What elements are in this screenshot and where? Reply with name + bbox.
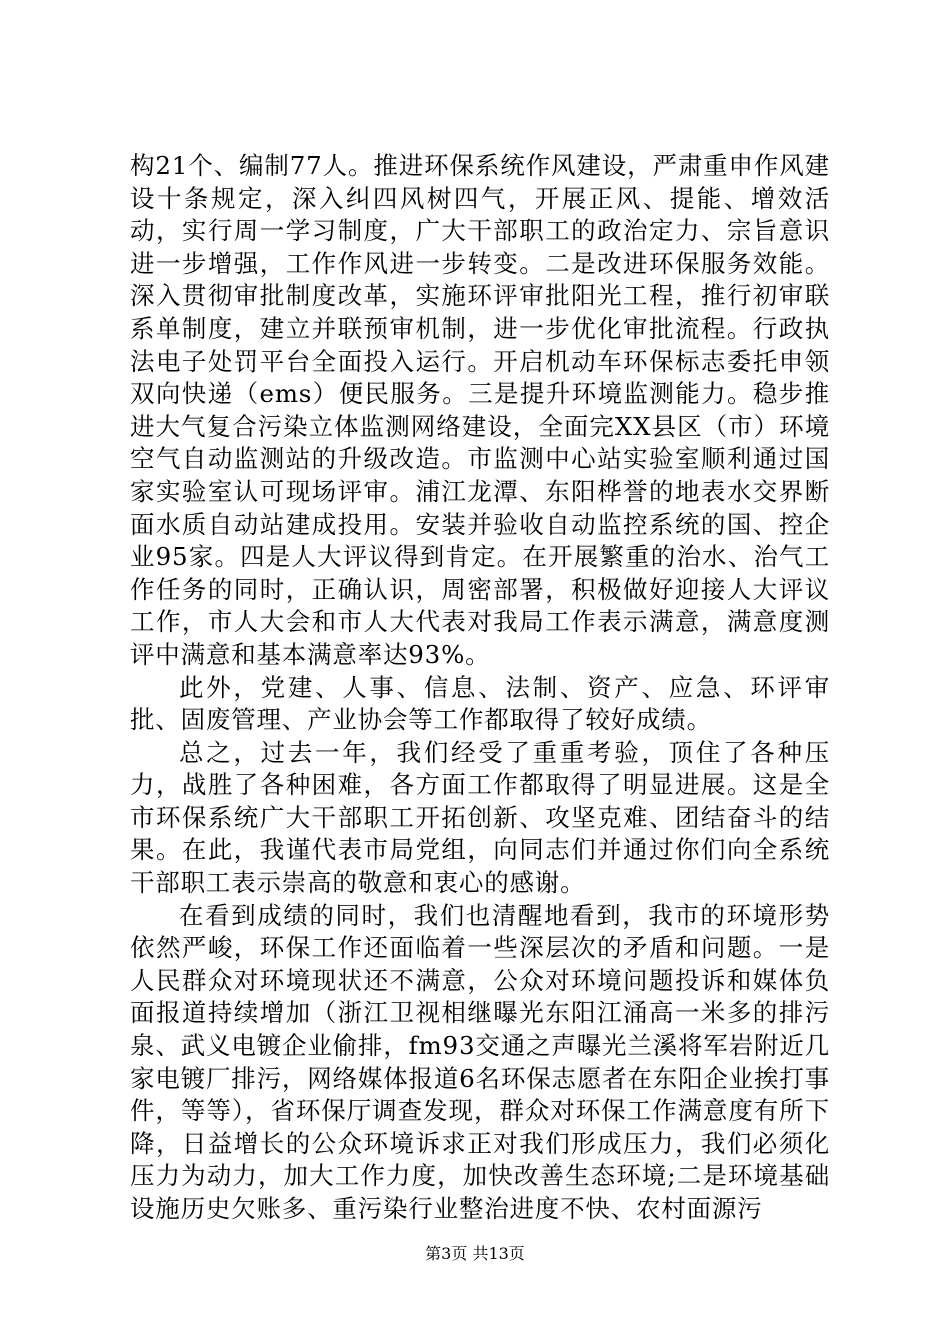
paragraph-conclusion-thanks: 总之，过去一年，我们经受了重重考验，顶住了各种压力，战胜了各种困难，各方面工作都取得了明显进展。这是全市环保系统广大干部职工开拓创新、攻坚克难、团结奋斗的结果。在此，我谨代表市局党组，向同志们并通过你们向全系统干部职工表示崇高的敬意和衷心的感谢。 xyxy=(130,737,830,898)
document-body xyxy=(130,150,830,1226)
paragraph-other-achievements: 此外，党建、人事、信息、法制、资产、应急、环评审批、固废管理、产业协会等工作都取得了较好成绩。 xyxy=(130,672,830,735)
page-number-footer: 第3页 共13页 xyxy=(425,1244,525,1263)
paragraph-work-summary: 构21个、编制77人。推进环保系统作风建设，严肃重申作风建设十条规定，深入纠四风树四气，开展正风、提能、增效活动，实行周一学习制度，广大干部职工的政治定力、宗旨意识进一步增强，工作作风进一步转变。二是改进环保服务效能。深入贯彻审批制度改革，实施环评审批阳光工程，推行初审联系单制度，建立并联预审机制，进一步优化审批流程。行政执法电子处罚平台全面投入运行。开启机动车环保标志委托申领双向快递（ems）便民服务。三是提升环境监测能力。稳步推进大气复合污染立体监测网络建设，全面完XX县区（市）环境空气自动监测站的升级改造。市监测中心站实验室顺利通过国家实验室认可现场评审。浦江龙潭、东阳桦誉的地表水交界断面水质自动站建成投用。安装并验收自动监控系统的国、控企业95家。四是人大评议得到肯定。在开展繁重的治水、治气工作任务的同时，正确认识，周密部署，积极做好迎接人大评议工作，市人大会和市人大代表对我局工作表示满意，满意度测评中满意和基本满意率达93%。 xyxy=(130,151,830,669)
paragraph-problems: 在看到成绩的同时，我们也清醒地看到，我市的环境形势依然严峻，环保工作还面临着一些深层次的矛盾和问题。一是人民群众对环境现状还不满意，公众对环境问题投诉和媒体负面报道持续增加（浙江卫视相继曝光东阳江涌高一米多的排污泉、武义电镀企业偷排，fm93交通之声曝光兰溪将军岩附近几家电镀厂排污，网络媒体报道6名环保志愿者在东阳企业挨打事件，等等），省环保厅调查发现，群众对环保工作满意度有所下降，日益增长的公众环境诉求正对我们形成压力，我们必须化压力为动力，加大工作力度，加快改善生态环境;二是环境基础设施历史欠账多、重污染行业整治进度不快、农村面源污 xyxy=(130,900,831,1223)
